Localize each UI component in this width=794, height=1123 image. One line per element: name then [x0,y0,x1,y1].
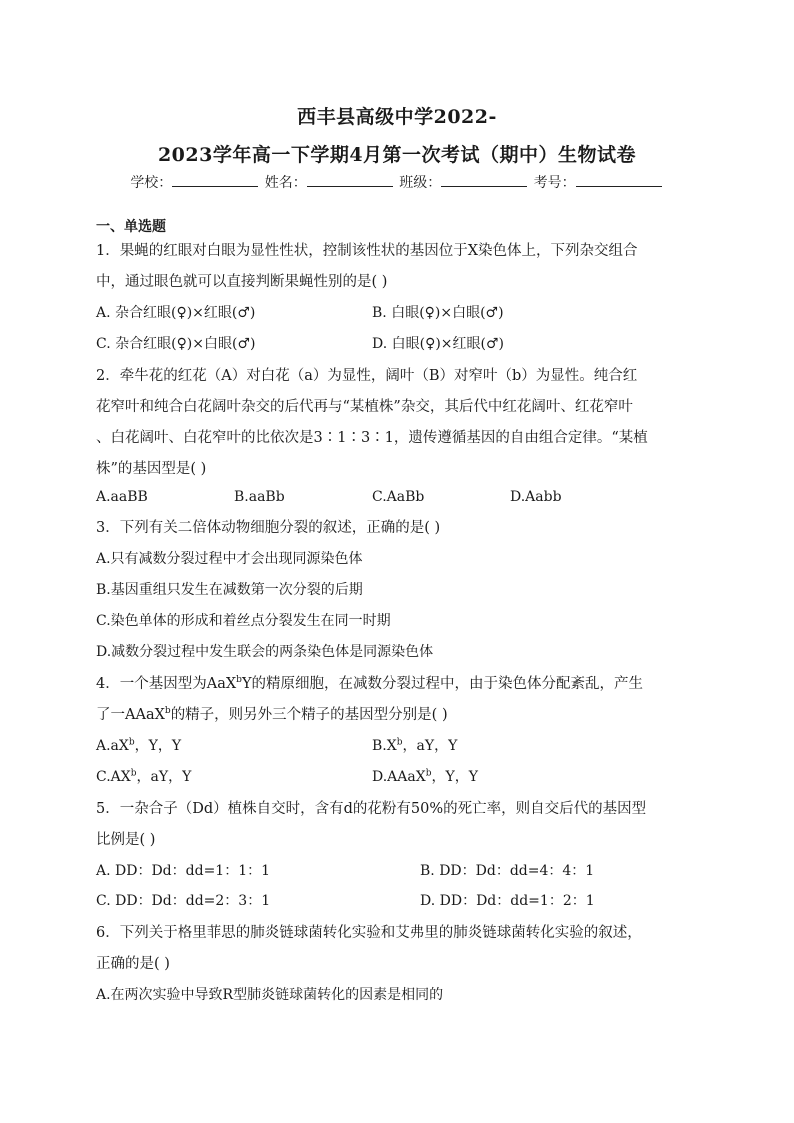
name-blank[interactable] [307,174,393,187]
q2-option-c[interactable]: C.AaBb [372,489,425,505]
q5-option-a[interactable]: A. DD：Dd：dd=1：1：1 [96,863,271,879]
q4-option-a[interactable]: $A.aX^b$，Y，Y [96,737,182,754]
q1-option-b[interactable]: B. 白眼(♀)×白眼(♂) [372,305,504,321]
exam-no-blank[interactable] [576,174,662,187]
q5-line1: 5．一杂合子（Dd）植株自交时，含有d的花粉有50%的死亡率，则自交后代的基因型 [96,801,647,817]
q5-option-b[interactable]: B. DD：Dd：dd=4：4：1 [420,863,595,879]
q1-option-a[interactable]: A. 杂合红眼(♀)×红眼(♂) [96,305,256,321]
q2-line4: 株”的基因型是( ) [96,461,207,477]
q2-line3: 、白花阔叶、白花窄叶的比依次是3∶1∶3∶1，遗传遵循基因的自由组合定律。“某植 [96,430,648,446]
class-label: 班级： [399,175,442,191]
q4-line2: 了一AAaX$^b$的精子，则另外三个精子的基因型分别是( ) [96,706,448,723]
q6-option-a[interactable]: A.在两次实验中导致R型肺炎链球菌转化的因素是相同的 [96,987,444,1003]
q4-option-b[interactable]: $B.X^b$，aY，Y [372,737,458,754]
q3-option-c[interactable]: C.染色单体的形成和着丝点分裂发生在同一时期 [96,613,391,629]
section-title: 一、单选题 [96,219,166,235]
q2-option-a[interactable]: A.aaBB [96,489,148,505]
q4-option-c[interactable]: $C.AX^b$，aY，Y [96,768,192,785]
q5-option-c[interactable]: C. DD：Dd：dd=2：3：1 [96,893,271,909]
q5-option-d[interactable]: D. DD：Dd：dd=1：2：1 [420,893,595,909]
school-label: 学校： [130,175,173,191]
class-blank[interactable] [441,174,527,187]
school-blank[interactable] [172,174,258,187]
q4-option-d[interactable]: D.AAaX$^b$，Y，Y [372,768,478,785]
q3-option-d[interactable]: D.减数分裂过程中发生联会的两条染色体是同源染色体 [96,644,434,660]
exam-no-label: 考号： [533,175,576,191]
q5-line2: 比例是( ) [96,832,156,848]
q2-line1: 2．牵牛花的红花（A）对白花（a）为显性，阔叶（B）对窄叶（b）为显性。纯合红 [96,368,638,384]
q1-line1: 1．果蝇的红眼对白眼为显性性状，控制该性状的基因位于X染色体上，下列杂交组合 [96,243,638,259]
q1-option-d[interactable]: D. 白眼(♀)×红眼(♂) [372,336,504,352]
q3-line1: 3．下列有关二倍体动物细胞分裂的叙述，正确的是( ) [96,520,441,536]
q3-option-a[interactable]: A.只有减数分裂过程中才会出现同源染色体 [96,551,363,567]
q6-line2: 正确的是( ) [96,956,170,972]
q4-line1: 4．一个基因型为AaX$^b$Y的精原细胞，在减数分裂过程中，由于染色体分配紊乱，产生 [96,675,644,692]
q3-option-b[interactable]: B.基因重组只发生在减数第一次分裂的后期 [96,582,363,598]
student-info-row [0,172,794,192]
exam-title-line1: 西丰县高级中学2022- [297,106,497,128]
q2-line2: 花窄叶和纯合白花阔叶杂交的后代再与“某植株”杂交，其后代中红花阔叶、红花窄叶 [96,399,633,415]
q1-option-c[interactable]: C. 杂合红眼(♀)×白眼(♂) [96,336,256,352]
name-label: 姓名： [264,175,307,191]
q2-option-b[interactable]: B.aaBb [234,489,285,505]
q6-line1: 6．下列关于格里菲思的肺炎链球菌转化实验和艾弗里的肺炎链球菌转化实验的叙述， [96,925,642,941]
q1-line2: 中，通过眼色就可以直接判断果蝇性别的是( ) [96,274,388,290]
q2-option-d[interactable]: D.Aabb [510,489,562,505]
exam-title-line2: 2023学年高一下学期4月第一次考试（期中）生物试卷 [157,144,637,166]
